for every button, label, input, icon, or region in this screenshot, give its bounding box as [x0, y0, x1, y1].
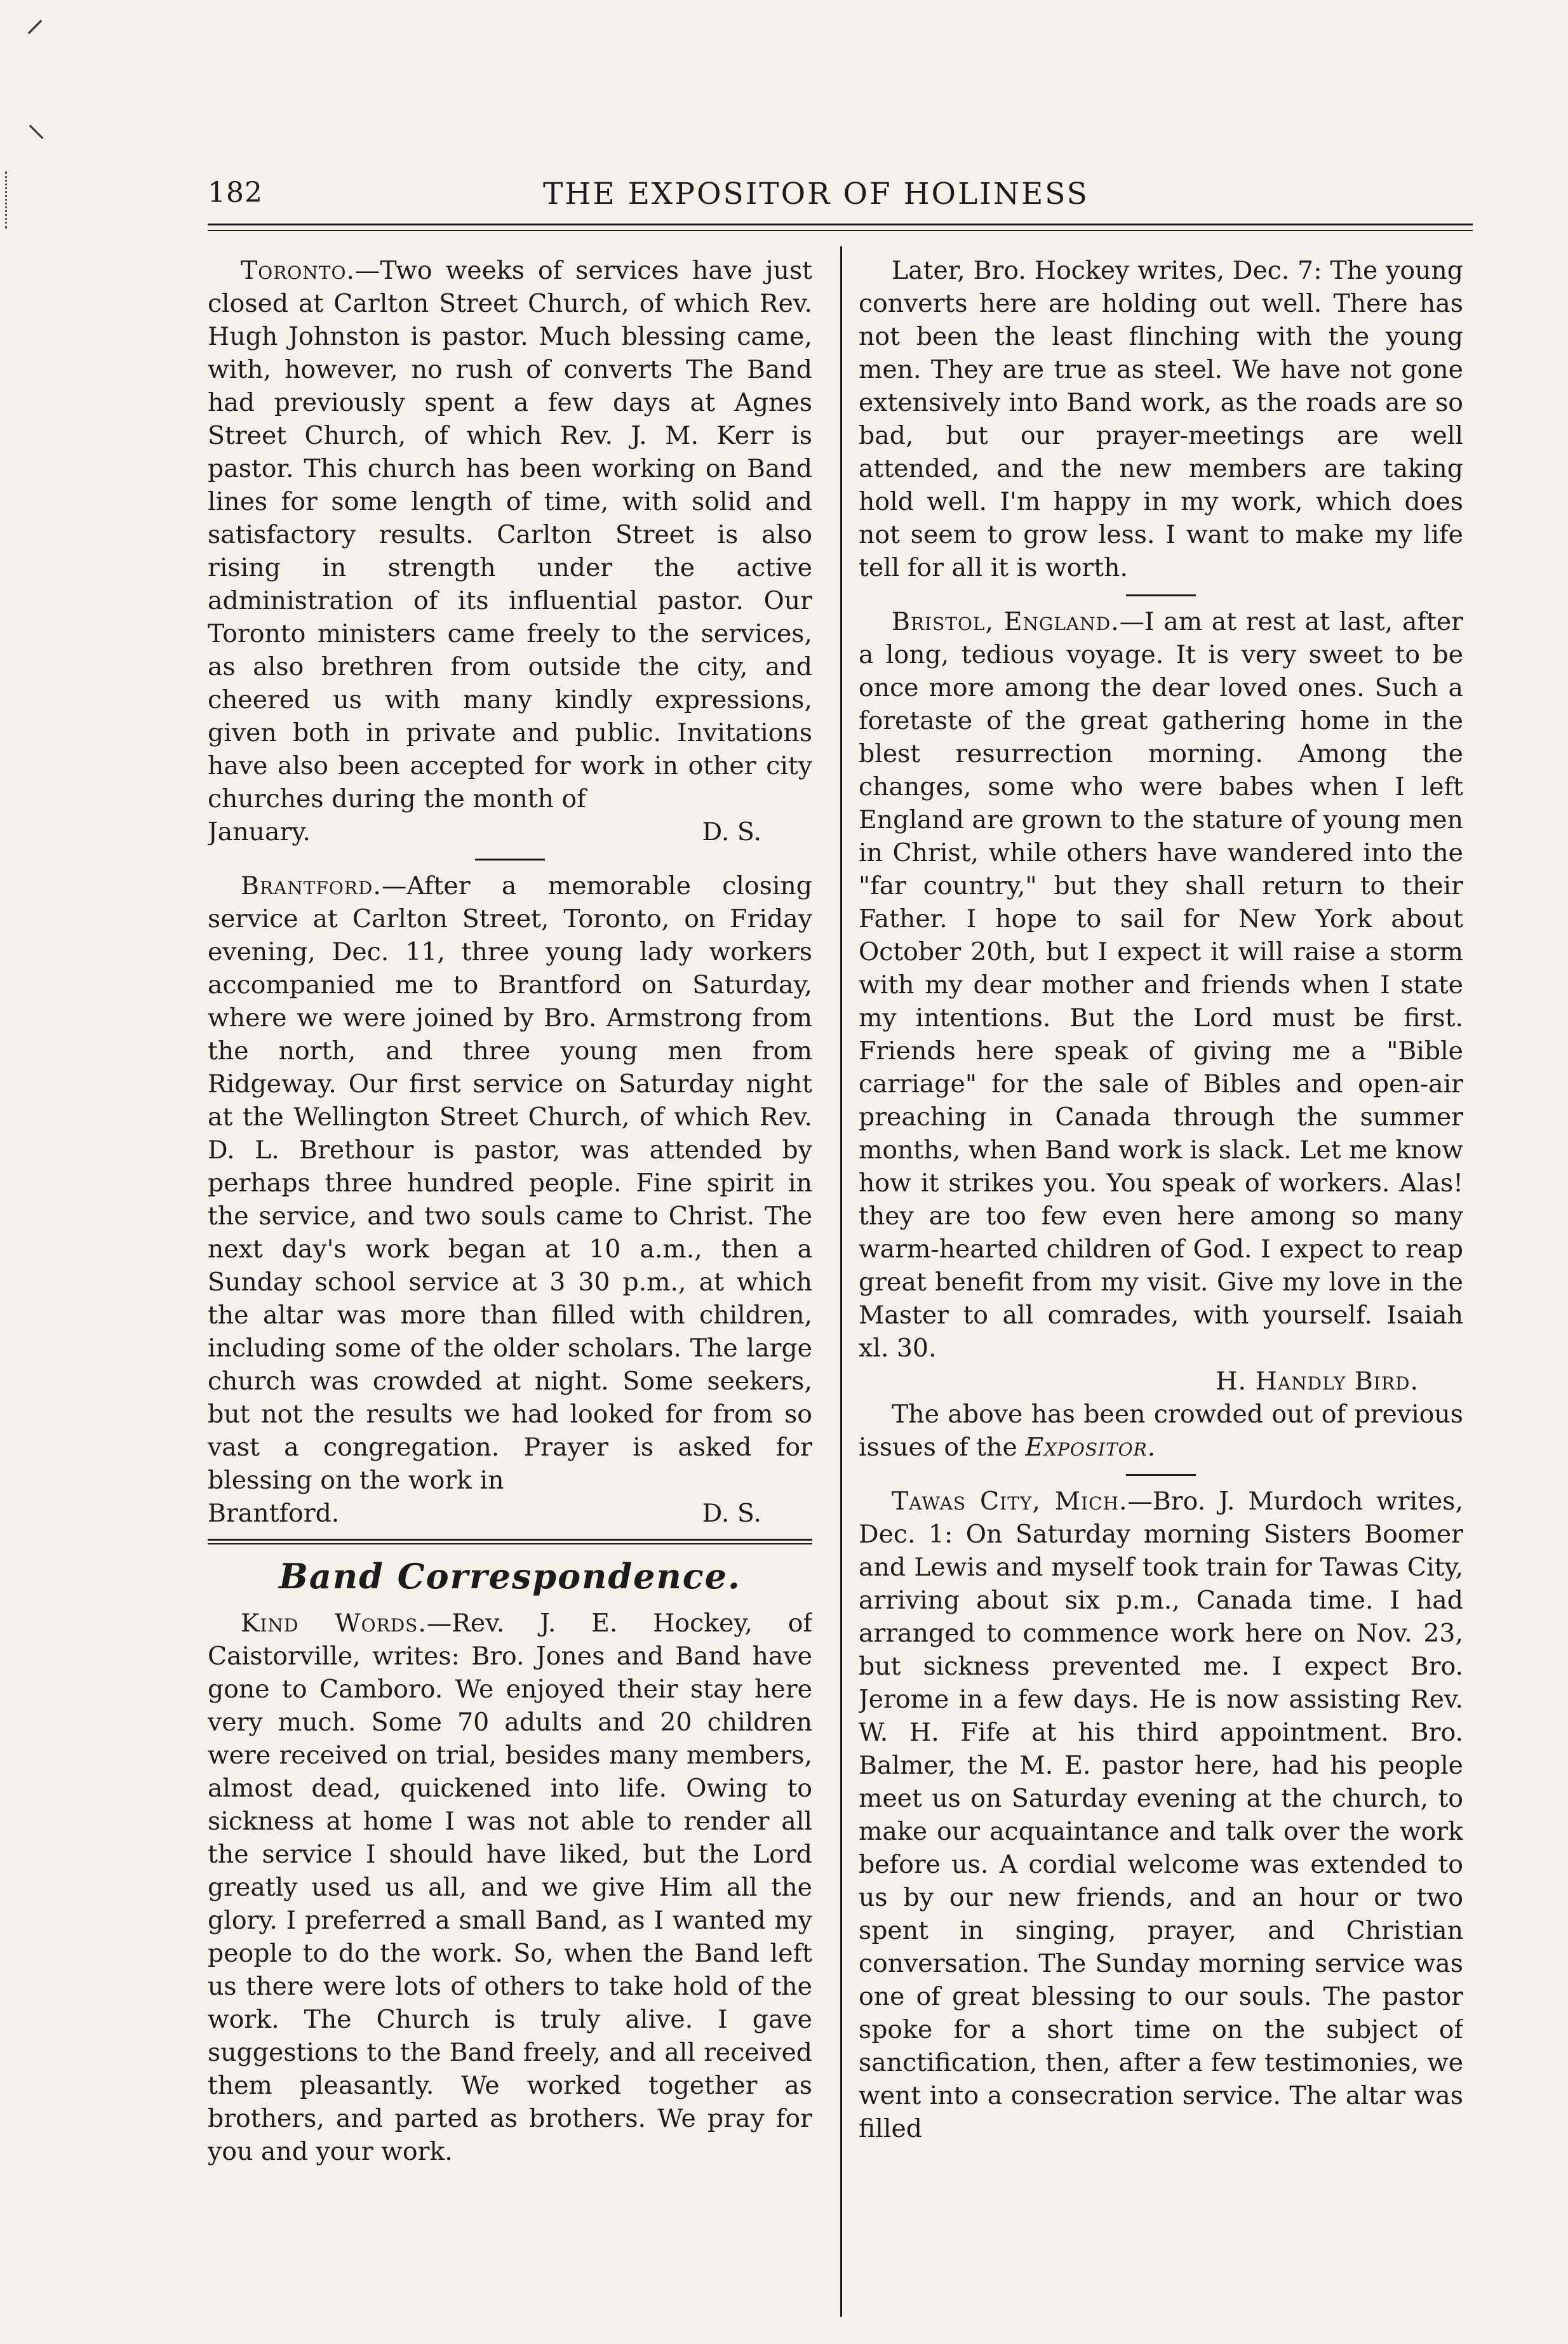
running-title: THE EXPOSITOR OF HOLINESS — [543, 177, 1089, 211]
separator-rule — [475, 859, 545, 861]
brantford-place: Brantford. — [241, 871, 382, 901]
margin-mark-mid: ⸜ — [27, 101, 46, 145]
kind-words-place: Kind Words. — [241, 1609, 427, 1638]
left-column — [208, 254, 812, 2312]
bristol-place: Bristol, England. — [892, 607, 1120, 636]
toronto-body: —Two weeks of services have just closed at Carlton Street Church, of which Rev. Hugh Johnston is pastor. Much blessing came, with, however, no rush of converts The Band had previously spent a few days at Agnes Street Church, of which Rev. J. M. Kerr is pastor. This church has been working on Band lines for some length of time, with solid and satisfactory results. Carlton Street is also rising in strength under the active administration of its influential pastor. Our Toronto ministers came freely to the services, as also brethren from outside the city, and cheered us with many kindly expressions, given both in private and public. Invitations have also been accepted for work in other city churches during the month of — [208, 256, 812, 814]
bristol-note-text: The above has been crowded out of previous issues of the — [859, 1400, 1463, 1462]
header-rule-top — [208, 224, 1473, 225]
tawas-body: —Bro. J. Murdoch writes, Dec. 1: On Saturday morning Sisters Boomer and Lewis and myself took train for Tawas City, arriving about six p.m., Canada time. I had arranged to commence work here on Nov. 23, but sickness prevented me. I expect Bro. Jerome in a few days. He is now assisting Rev. W. H. Fife at his third appointment. Bro. Balmer, the M. E. pastor here, had his people meet us on Saturday evening at the church, to make our acquaintance and talk over the work before us. A cordial welcome was extended to us by our new friends, and an hour or two spent in singing, prayer, and Christian conversation. The Sunday morning service was one of great blessing to our souls. The pastor spoke for a short time on the subject of sanctification, then, after a few testimonies, we went into a consecration service. The altar was filled — [859, 1487, 1463, 2143]
bristol-body: —I am at rest at last, after a long, tedious voyage. It is very sweet to be once more among the dear loved ones. Such a foretaste of the great gathering home in the blest resurrection morning. Among the changes, some who were babes when I left England are grown to the stature of young men in Christ, while others have wandered into the "far country," but they shall return to their Father. I hope to sail for New York about October 20th, but I expect it will raise a storm with my dear mother and friends when I state my intentions. But the Lord must be first. Friends here speak of giving me a "Bible carriage" for the sale of Bibles and open-air preaching in Canada through the summer months, when Band work is slack. Let me know how it strikes you. You speak of workers. Alas! they are too few even here among so many warm-hearted children of God. I expect to reap great benefit from my visit. Give my love in the Master to all comrades, with yourself. Isaiah xl. 30. — [859, 607, 1463, 1363]
separator-rule — [1126, 594, 1196, 596]
column-divider — [840, 246, 842, 2317]
later-article: Later, Bro. Hockey writes, Dec. 7: The young converts here are holding out well. There has not been the least flinching with the young men. They are true as steel. We have not gone extensively into Band work, as the roads are so bad, but our prayer-meetings are well attended, and the new members are taking hold well. I'm happy in my work, which does not seem to grow less. I want to make my life tell for all it is worth. — [859, 256, 1463, 582]
toronto-initials: D. S. — [702, 817, 761, 847]
separator-rule — [1126, 1474, 1196, 1476]
bristol-article — [859, 605, 1463, 1365]
bristol-note-publication: Expositor. — [1025, 1433, 1156, 1462]
kind-words-body: —Rev. J. E. Hockey, of Caistorville, writes: Bro. Jones and Band have gone to Camboro. We enjoyed their stay here very much. Some 70 adults and 20 children were received on trial, besides many members, almost dead, quickened into life. Owing to sickness at home I was not able to render all the service I should have liked, but the Lord greatly used us all, and we give Him all the glory. I preferred a small Band, as I wanted my people to do the work. So, when the Band left us there were lots of others to take hold of the work. The Church is truly alive. I gave suggestions to the Band freely, and all received them pleasantly. We worked together as brothers, and parted as brothers. We pray for you and your work. — [208, 1609, 812, 2166]
toronto-place: Toronto. — [241, 256, 355, 285]
toronto-article — [208, 254, 812, 815]
brantford-closing: Brantford. — [208, 1499, 340, 1528]
brantford-article — [208, 869, 812, 1497]
toronto-closing: January. — [208, 817, 311, 847]
margin-mark-edge — [5, 171, 9, 229]
bristol-note — [859, 1398, 1463, 1464]
section-heading: Band Correspondence. — [279, 1556, 741, 1597]
section-rule — [208, 1539, 812, 1544]
page-number: 182 — [208, 177, 263, 209]
kind-words-article — [208, 1607, 812, 2168]
margin-mark-top: ⸍ — [25, 12, 44, 57]
bristol-signature: H. Handly Bird. — [1216, 1367, 1419, 1396]
header-rule-bottom — [208, 230, 1473, 231]
toronto-signoff — [208, 815, 812, 848]
brantford-initials: D. S. — [702, 1499, 761, 1528]
tawas-place: Tawas City, Mich. — [892, 1487, 1128, 1516]
brantford-signoff — [208, 1497, 812, 1530]
tawas-article — [859, 1485, 1463, 2145]
right-column — [859, 254, 1463, 2312]
brantford-body: —After a memorable closing service at Carlton Street, Toronto, on Friday evening, Dec. 11, three young lady workers accompanied me to Brantford on Saturday, where we were joined by Bro. Armstrong from the north, and three young men from Ridgeway. Our first service on Saturday night at the Wellington Street Church, of which Rev. D. L. Brethour is pastor, was attended by perhaps three hundred people. Fine spirit in the service, and two souls came to Christ. The next day's work began at 10 a.m., then a Sunday school service at 3 30 p.m., at which the altar was more than filled with children, including some of the older scholars. The large church was crowded at night. Some seekers, but not the results we had looked for from so vast a congregation. Prayer is asked for blessing on the work in — [208, 871, 812, 1495]
